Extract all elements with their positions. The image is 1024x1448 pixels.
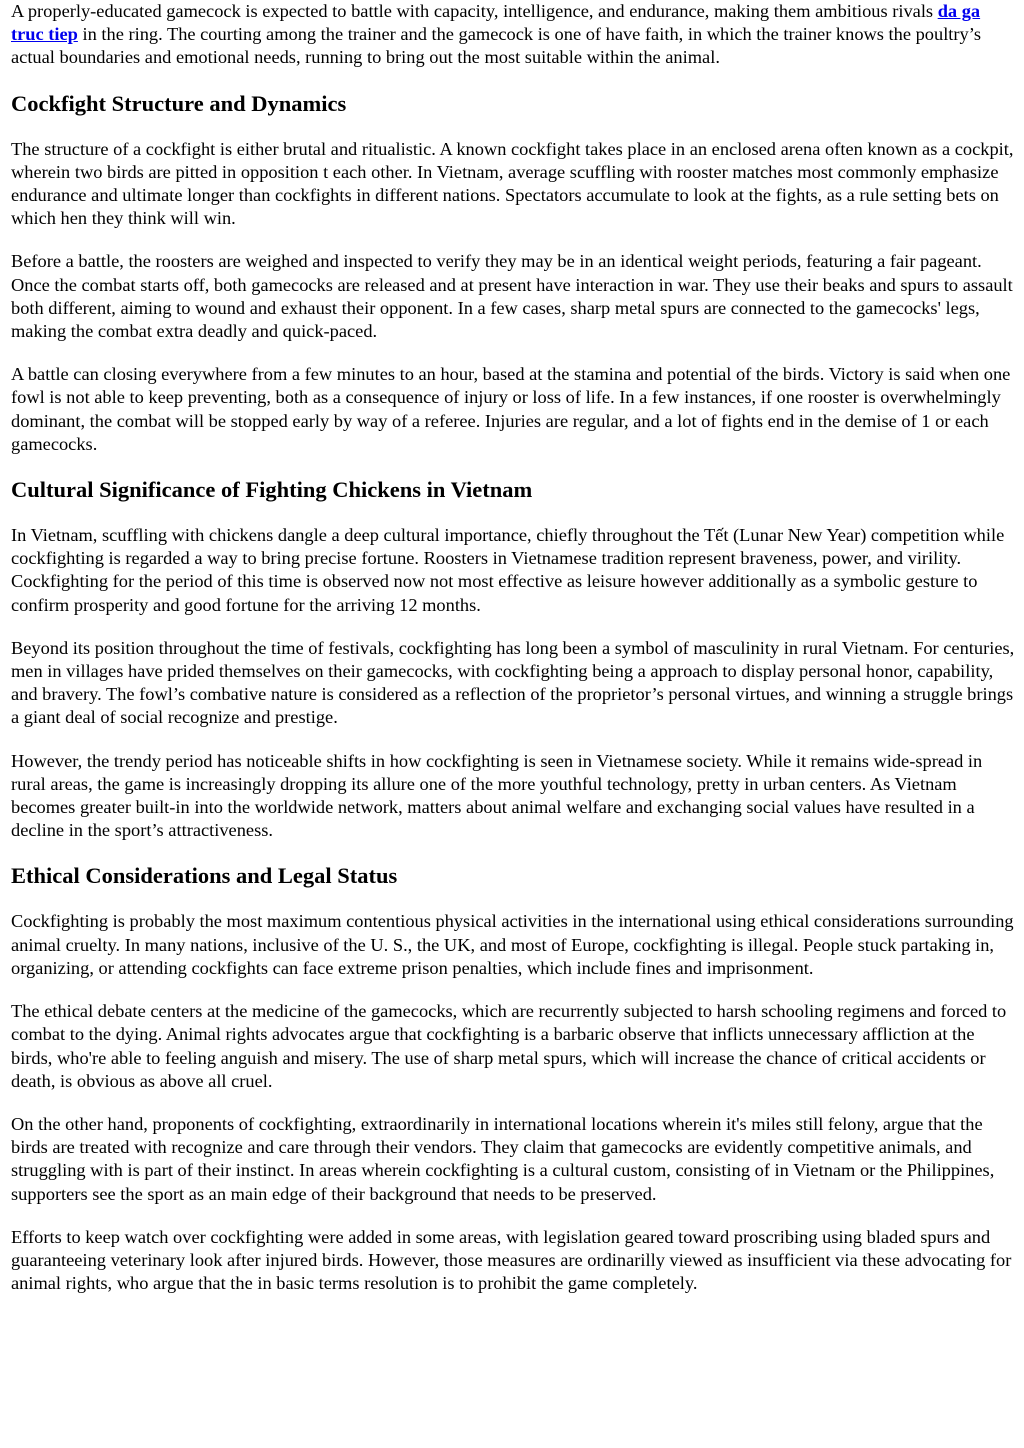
paragraph: The structure of a cockfight is either brutal and ritualistic. A known cockfight takes place in an enclosed arena often known as a cockpit, wherein two birds are pitted in opposition t each other. In Vietnam, average scuffling with rooster matches most commonly emphasize endurance and ultimate longer than cockfights in different nations. Spectators accumulate to look at the fights, as a rule setting bets on which hen they think will win. [11, 138, 1014, 229]
paragraph: Beyond its position throughout the time of festivals, cockfighting has long been a symbol of masculinity in rural Vietnam. For centuries, men in villages have prided themselves on their gamecocks, with cockfighting being a approach to display personal honor, capability, and bravery. The fowl’s combative nature is considered as a reflection of the proprietor’s personal virtues, and winning a struggle brings a giant deal of social recognize and prestige. [11, 637, 1015, 728]
paragraph: A battle can closing everywhere from a few minutes to an hour, based at the stamina and potential of the birds. Victory is said when one fowl is not able to keep preventing, both as a consequence of injury or loss of life. In a few instances, if one rooster is overwhelmingly dominant, the combat will be stopped early by way of a referee. Injuries are regular, and a lot of fights end in the demise of 1 or each gamecocks. [11, 364, 1011, 454]
intro-paragraph [11, 0, 1016, 70]
section-heading-cultural-significance: Cultural Significance of Fighting Chickens in Vietnam [11, 477, 533, 503]
paragraph: In Vietnam, scuffling with chickens dangle a deep cultural importance, chiefly throughout the Tết (Lunar New Year) competition while cockfighting is regarded a way to bring precise fortune. Roosters in Vietnamese tradition represent braveness, power, and virility. Cockfighting for the period of this time is observed now not most effective as leisure however additionally as a symbolic gesture to confirm prosperity and good fortune for the arriving 12 months. [11, 525, 1005, 615]
paragraph: Efforts to keep watch over cockfighting were added in some areas, with legislation geared toward proscribing using bladed spurs and guaranteeing veterinary look after injured birds. However, those measures are ordinarilly viewed as insufficient via these advocating for animal rights, who argue that the in basic terms resolution is to prohibit the game completely. [11, 1226, 1012, 1294]
section-heading-ethical-legal: Ethical Considerations and Legal Status [11, 863, 398, 889]
paragraph: However, the trendy period has noticeable shifts in how cockfighting is seen in Vietnamese society. While it remains wide-spread in rural areas, the game is increasingly dropping its allure one of the more youthful technology, pretty in urban centers. As Vietnam becomes greater built-in into the worldwide network, matters about animal welfare and exchanging social values have resulted in a decline in the sport’s attractiveness. [11, 750, 983, 841]
paragraph: Cockfighting is probably the most maximum contentious physical activities in the international using ethical considerations surrounding animal cruelty. In many nations, inclusive of the U. S., the UK, and most of Europe, cockfighting is illegal. People stuck partaking in, organizing, or attending cockfights can face extreme prison penalties, which include fines and imprisonment. [11, 911, 1014, 978]
paragraph: Before a battle, the roosters are weighed and inspected to verify they may be in an identical weight periods, featuring a fair pageant. Once the combat starts off, both gamecocks are released and at present have interaction in war. They use their beaks and spurs to assault both different, aiming to wound and exhaust their opponent. In a few cases, sharp metal spurs are connected to the gamecocks' legs, making the combat extra deadly and quick-paced. [11, 251, 1013, 342]
paragraph: The ethical debate centers at the medicine of the gamecocks, which are recurrently subjected to harsh schooling regimens and forced to combat to the dying. Animal rights advocates argue that cockfighting is a barbaric observe that inflicts unnecessary affliction at the birds, who're able to feeling anguish and misery. The use of sharp metal spurs, which will increase the chance of critical accidents or death, is obvious as above all cruel. [11, 1001, 1007, 1091]
intro-text-before-link: A properly-educated gamecock is expected to battle with capacity, intelligence, and endurance, making them ambitious rivals [11, 1, 938, 21]
paragraph: On the other hand, proponents of cockfighting, extraordinarily in international locations wherein it's miles still felony, argue that the birds are treated with recognize and care through their vendors. They claim that gamecocks are evidently competitive animals, and struggling with is part of their instinct. In areas wherein cockfighting is a cultural custom, consisting of in Vietnam or the Philippines, supporters see the sport as an main edge of their background that needs to be preserved. [11, 1113, 995, 1204]
da-ga-truc-tiep-link[interactable]: da ga truc tiep [11, 1, 981, 45]
intro-text-after-link: in the ring. The courting among the trainer and the gamecock is one of have faith, in which the trainer knows the poultry’s actual boundaries and emotional needs, running to bring out the most suitable within the animal. [11, 24, 982, 68]
section-heading-structure: Cockfight Structure and Dynamics [11, 90, 347, 116]
